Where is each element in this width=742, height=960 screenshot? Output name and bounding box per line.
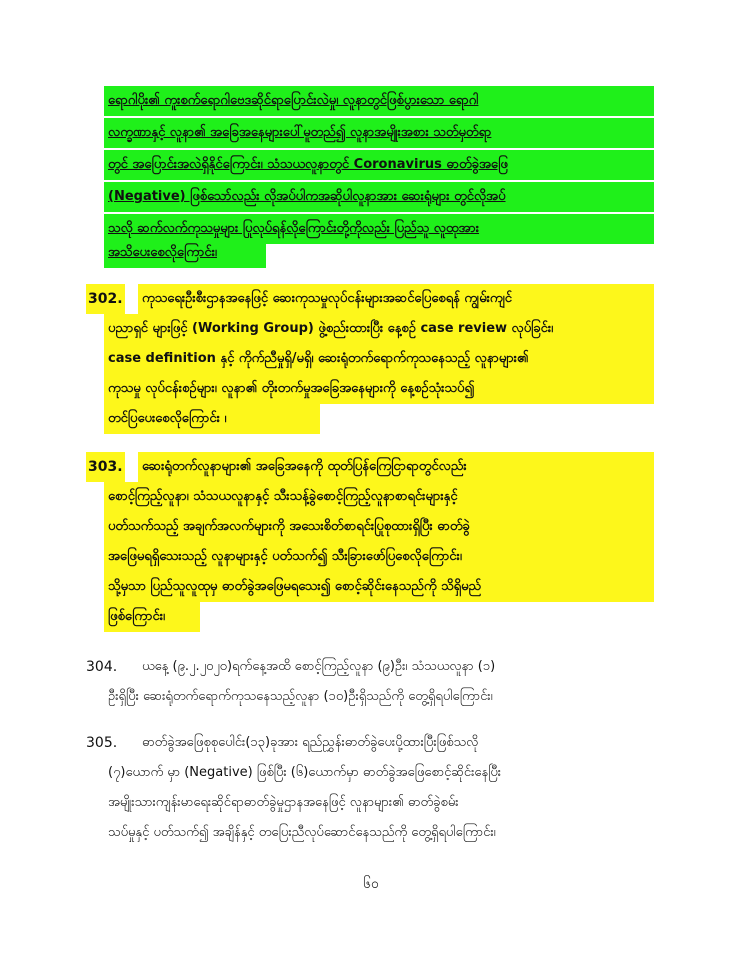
text-line: case definition နှင့် ကိုက်ညီမှုရှိ/မရှိ၊ ဆေးရုံတက်ရောက်ကုသနေသည့် လူနာများ၏	[104, 344, 654, 374]
text-line: ဆေးရုံတက်လူနာများ၏ အခြေအနေကို ထုတ်ပြန်ကြေငြာရာတွင်လည်း	[138, 452, 654, 482]
text-line: တွင် အပြောင်းအလဲရှိနိုင်ကြောင်း၊ သံသယလူနာတွင် Coronavirus ဓာတ်ခွဲအဖြေ	[104, 150, 654, 180]
text-line: အသိပေးစေလိုကြောင်း၊	[104, 238, 266, 268]
text-line: စောင့်ကြည့်လူနာ၊ သံသယလူနာနှင့် သီးသန့်ခွဲစောင့်ကြည့်လူနာစာရင်းများနှင့်	[104, 482, 654, 512]
text-line: ကုသရေးဦးစီးဌာနအနေဖြင့် ဆေးကုသမှုလုပ်ငန်းများအဆင်ပြေစေရန် ကျွမ်းကျင်	[138, 284, 654, 314]
text-line: တင်ပြပေးစေလိုကြောင်း ၊	[104, 404, 320, 434]
text-line: ပညာရှင် များဖြင့် (Working Group) ဖွဲ့စည်းထားပြီး နေ့စဉ် case review လုပ်ခြင်း၊	[104, 314, 654, 344]
text-line: အဖြေမရရှိသေးသည့် လူနာများနှင့် ပတ်သက်၍ သီးခြားဖော်ပြစေလိုကြောင်း၊	[104, 542, 654, 572]
text-line: ဦးရှိပြီး ဆေးရုံတက်ရောက်ကုသနေသည့်လူနာ (၁၀)ဦးရှိသည်ကို တွေ့ရှိရပါကြောင်း၊	[108, 689, 493, 704]
text-line: သလို ဆက်လက်ကုသမှုများ ပြုလုပ်ရန်လိုကြောင်းတို့ကိုလည်း ပြည်သူ လူထုအား	[104, 214, 654, 244]
text-line: ယနေ့ (၉.၂.၂၀၂၀)ရက်နေ့အထိ စောင့်ကြည့်လူနာ (၉)ဦး၊ သံသယလူနာ (၁)	[142, 659, 496, 674]
paragraph-number: 303.	[86, 452, 125, 482]
text-line: သပ်မှုနှင့် ပတ်သက်၍ အချိန်နှင့် တပြေးညီလုပ်ဆောင်နေသည်ကို တွေ့ရှိရပါကြောင်း၊	[108, 825, 496, 840]
text-line: လက္ခဏာနှင့် လူနာ၏ အခြေအနေများပေါ်မူတည်၍ လူနာအမျိုးအစား သတ်မှတ်ရာ	[104, 118, 654, 148]
text-line: ဓာတ်ခွဲအဖြေစုစုပေါင်း(၁၃)ခုအား ရည်ညွှန်းဓာတ်ခွဲပေးပို့ထားပြီးဖြစ်သလို	[142, 735, 479, 750]
text-line: (၇)ယောက် မှာ (Negative) ဖြစ်ပြီး (၆)ယောက်မှာ ဓာတ်ခွဲအဖြေစောင့်ဆိုင်းနေပြီး	[108, 765, 502, 780]
page-number: ၆၀	[363, 876, 379, 892]
text-line: သို့မှသာ ပြည်သူလူထုမှ ဓာတ်ခွဲအဖြေမရသေး၍ စောင့်ဆိုင်းနေသည်ကို သိရှိမည်	[104, 572, 654, 602]
paragraph-number: 302.	[86, 284, 125, 314]
text-line: ဖြစ်ကြောင်း၊	[104, 602, 200, 632]
paragraph-number: 304.	[86, 659, 118, 675]
text-line: ပတ်သက်သည့် အချက်အလက်များကို အသေးစိတ်စာရင်းပြုစုထားရှိပြီး ဓာတ်ခွဲ	[104, 512, 654, 542]
text-line: ရောဂါပိုး၏ ကူးစက်ရောဂါဗေဒဆိုင်ရာပြောင်းလဲမှု၊ လူနာတွင်ဖြစ်ပွားသော ရောဂါ	[104, 86, 654, 116]
text-line: ကုသမှု လုပ်ငန်းစဉ်များ၊ လူနာ၏ တိုးတက်မှုအခြေအနေများကို နေ့စဉ်သုံးသပ်၍	[104, 374, 654, 404]
text-line: အမျိုးသားကျန်းမာရေးဆိုင်ရာဓာတ်ခွဲမှုဌာနအနေဖြင့် လူနာများ၏ ဓာတ်ခွဲစမ်း	[108, 795, 459, 810]
paragraph-number: 305.	[86, 735, 118, 751]
text-line: (Negative) ဖြစ်သော်လည်း လိုအပ်ပါကအဆိုပါလူနာအား ဆေးရုံများ တွင်လိုအပ်	[104, 182, 654, 212]
